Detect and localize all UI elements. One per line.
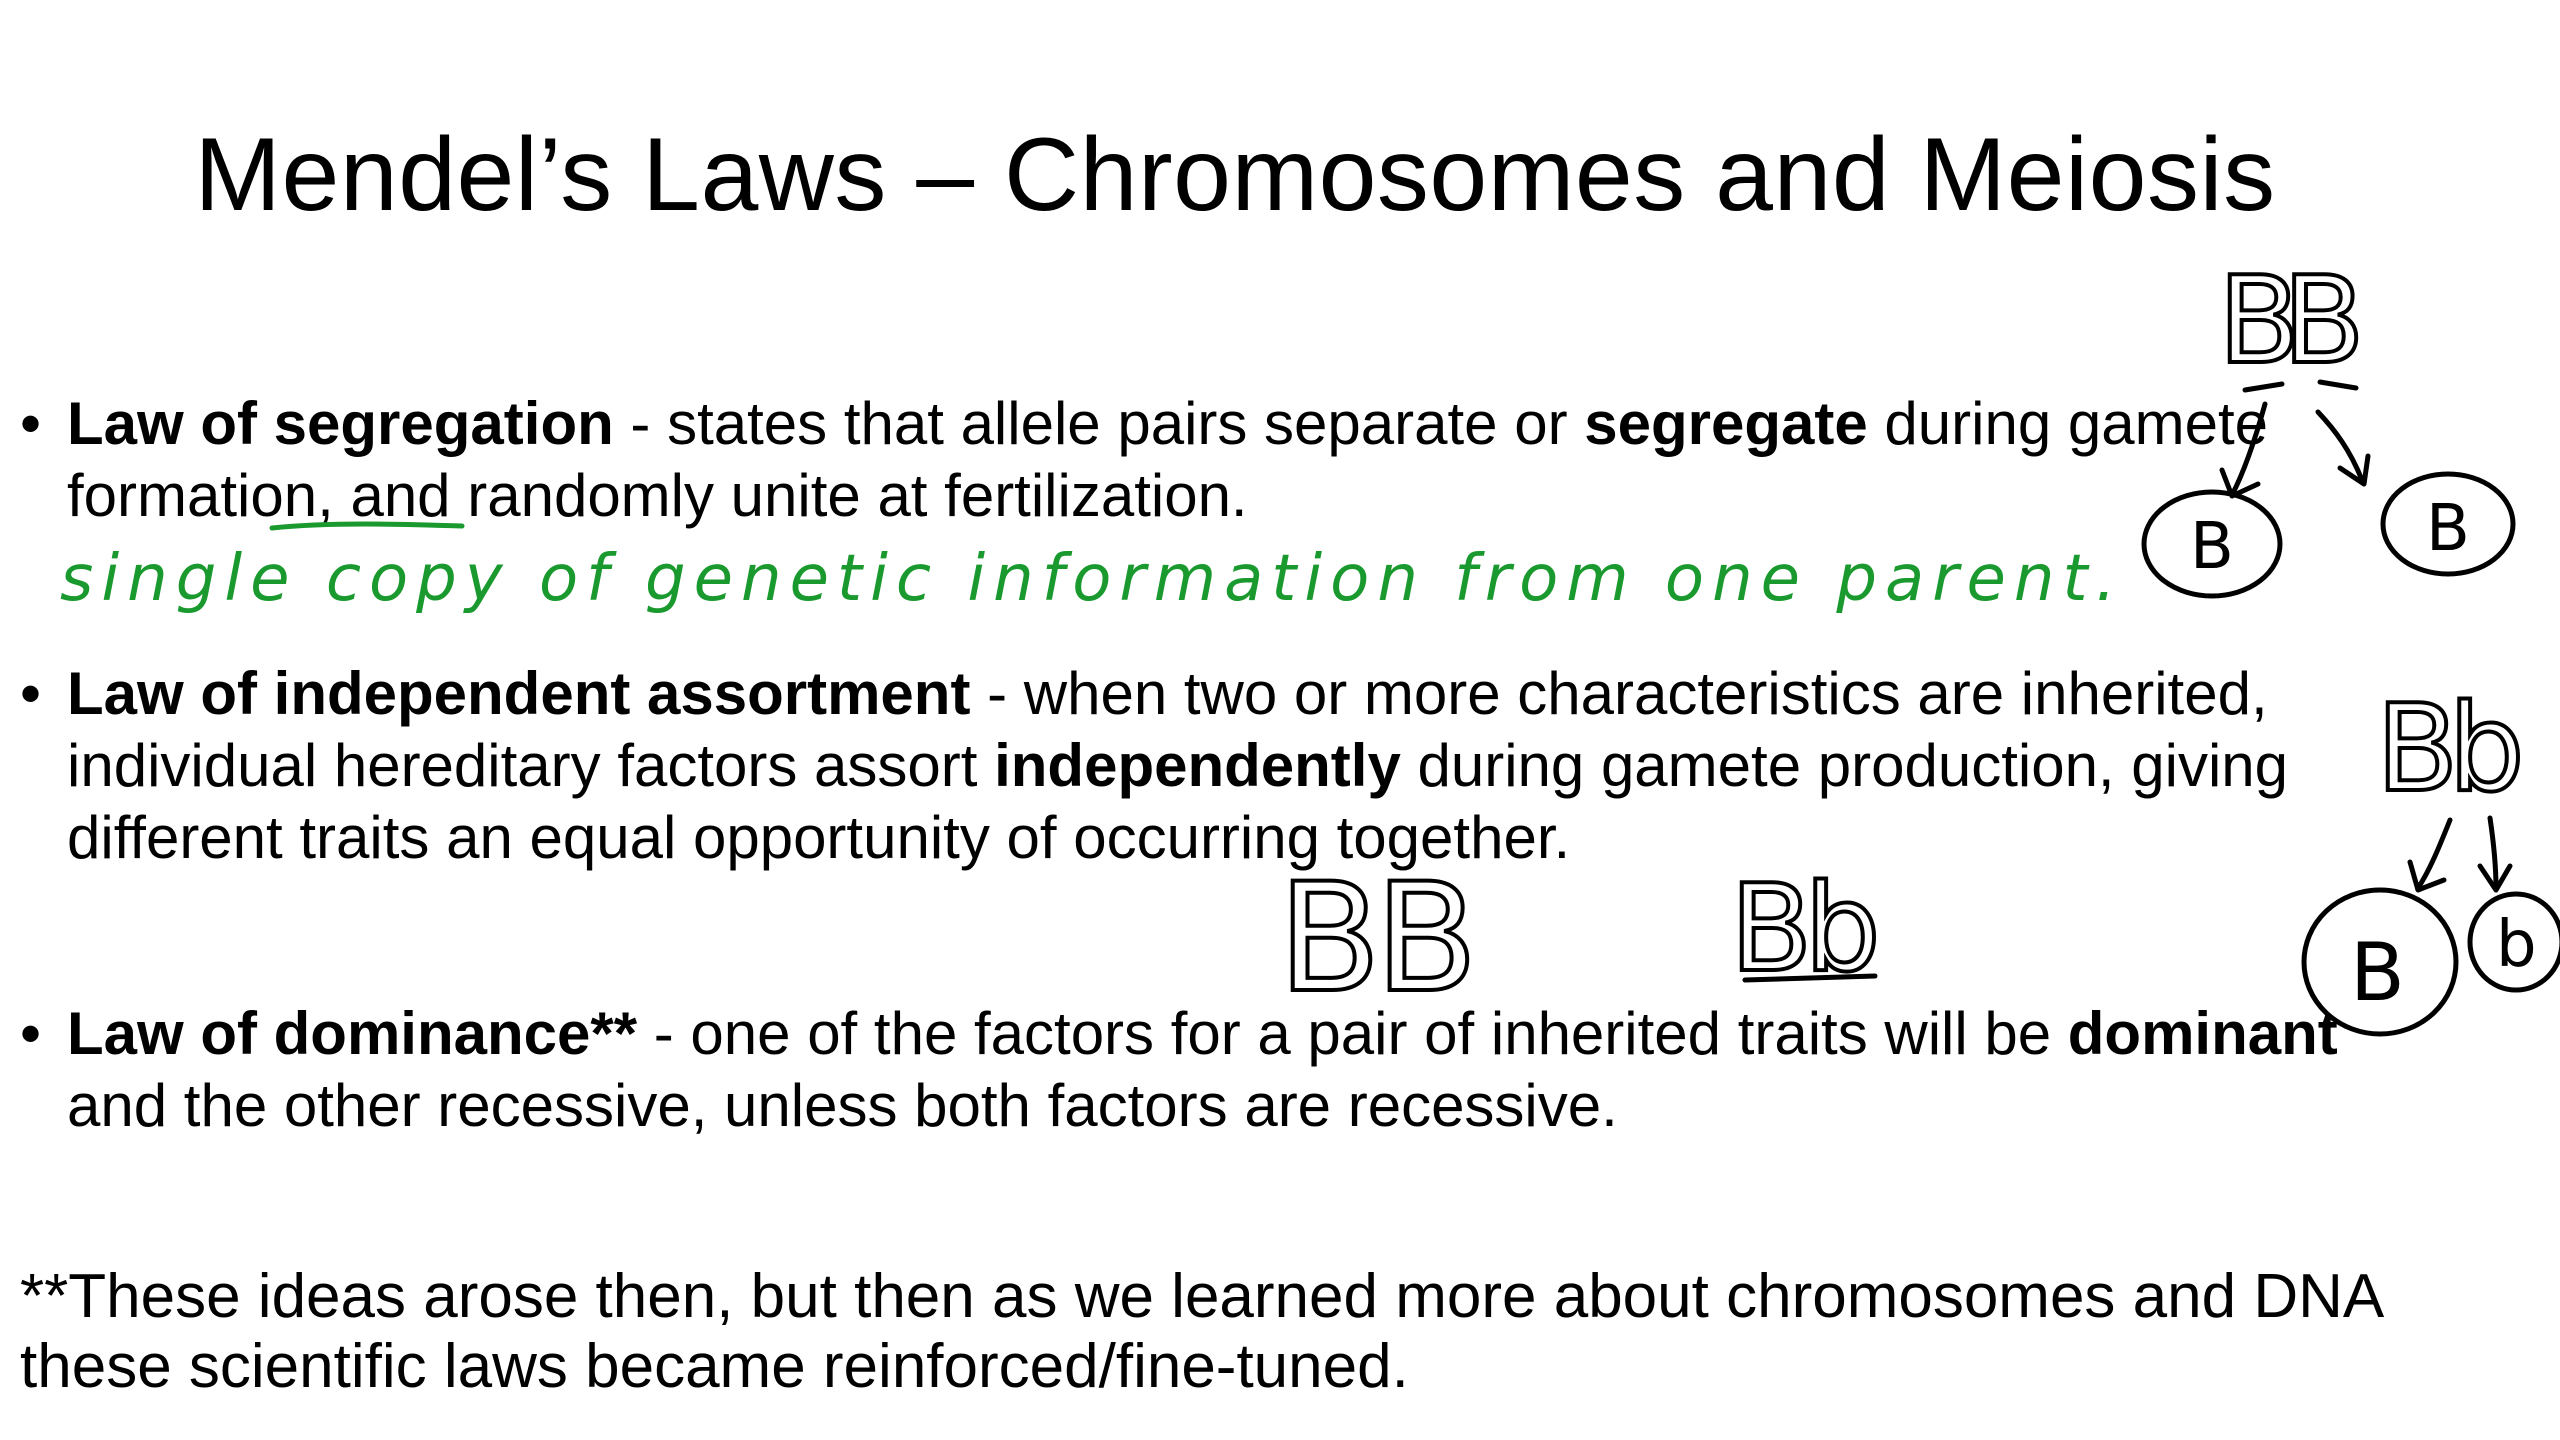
green-underline (272, 524, 462, 528)
bullet-term: Law of segregation (67, 390, 614, 457)
arrow-right-line (2490, 818, 2496, 888)
middle-label-bb: BB (1278, 852, 1472, 1026)
bullet-description: during gamete formation, and randomly unite at fertilization. (67, 390, 2268, 529)
bullet-term: Law of dominance** (67, 1000, 638, 1067)
slide-title: Mendel’s Laws – Chromosomes and Meiosis (194, 117, 2276, 233)
middle-label-bb-hetero: Bb (1730, 860, 1873, 999)
parent-genotype-bb-hetero: Bb (2376, 680, 2515, 819)
arrow-left-line (2418, 820, 2450, 888)
bullet-description: - one of the factors for a pair of inherited traits will be (637, 1000, 2068, 1067)
bullet-keyword: independently (994, 732, 1401, 799)
gamete-label-right: B (2426, 492, 2470, 566)
bullet-keyword: dominant (2067, 1000, 2338, 1067)
bullet-description: - states that allele pairs separate or (613, 390, 1585, 457)
bullet-marker: • (20, 1000, 42, 1067)
bullet-description: during gamete production, giving different traits an equal opportunity of occurring together. (67, 732, 2289, 871)
bullet-term: Law of independent assortment (67, 660, 971, 727)
bullet-keyword: segregate (1584, 390, 1868, 457)
bullet-description: - when two or more characteristics are inherited, individual hereditary factors assort (67, 660, 2268, 799)
bullet-marker: • (20, 390, 42, 457)
arrow-left-line (2232, 404, 2265, 495)
gamete-label-right: b (2496, 908, 2537, 982)
diagram-bb-gametes (2144, 252, 2513, 596)
footnote: **These ideas arose then, but then as we learned more about chromosomes and DNA these scientific laws became reinforced/fine-tuned. (20, 1262, 2381, 1401)
diagram-bb-hetero-gametes (2304, 680, 2560, 1034)
bullet-marker: • (20, 660, 42, 727)
gamete-label-left: B (2350, 926, 2405, 1019)
bullet-description: and the other recessive, unless both factors are recessive. (67, 1072, 1618, 1139)
green-handwritten-note: single copy of genetic information from one parent. (60, 542, 2124, 616)
parent-genotype-bb: BB (2218, 252, 2347, 391)
gamete-label-left: B (2190, 510, 2234, 584)
